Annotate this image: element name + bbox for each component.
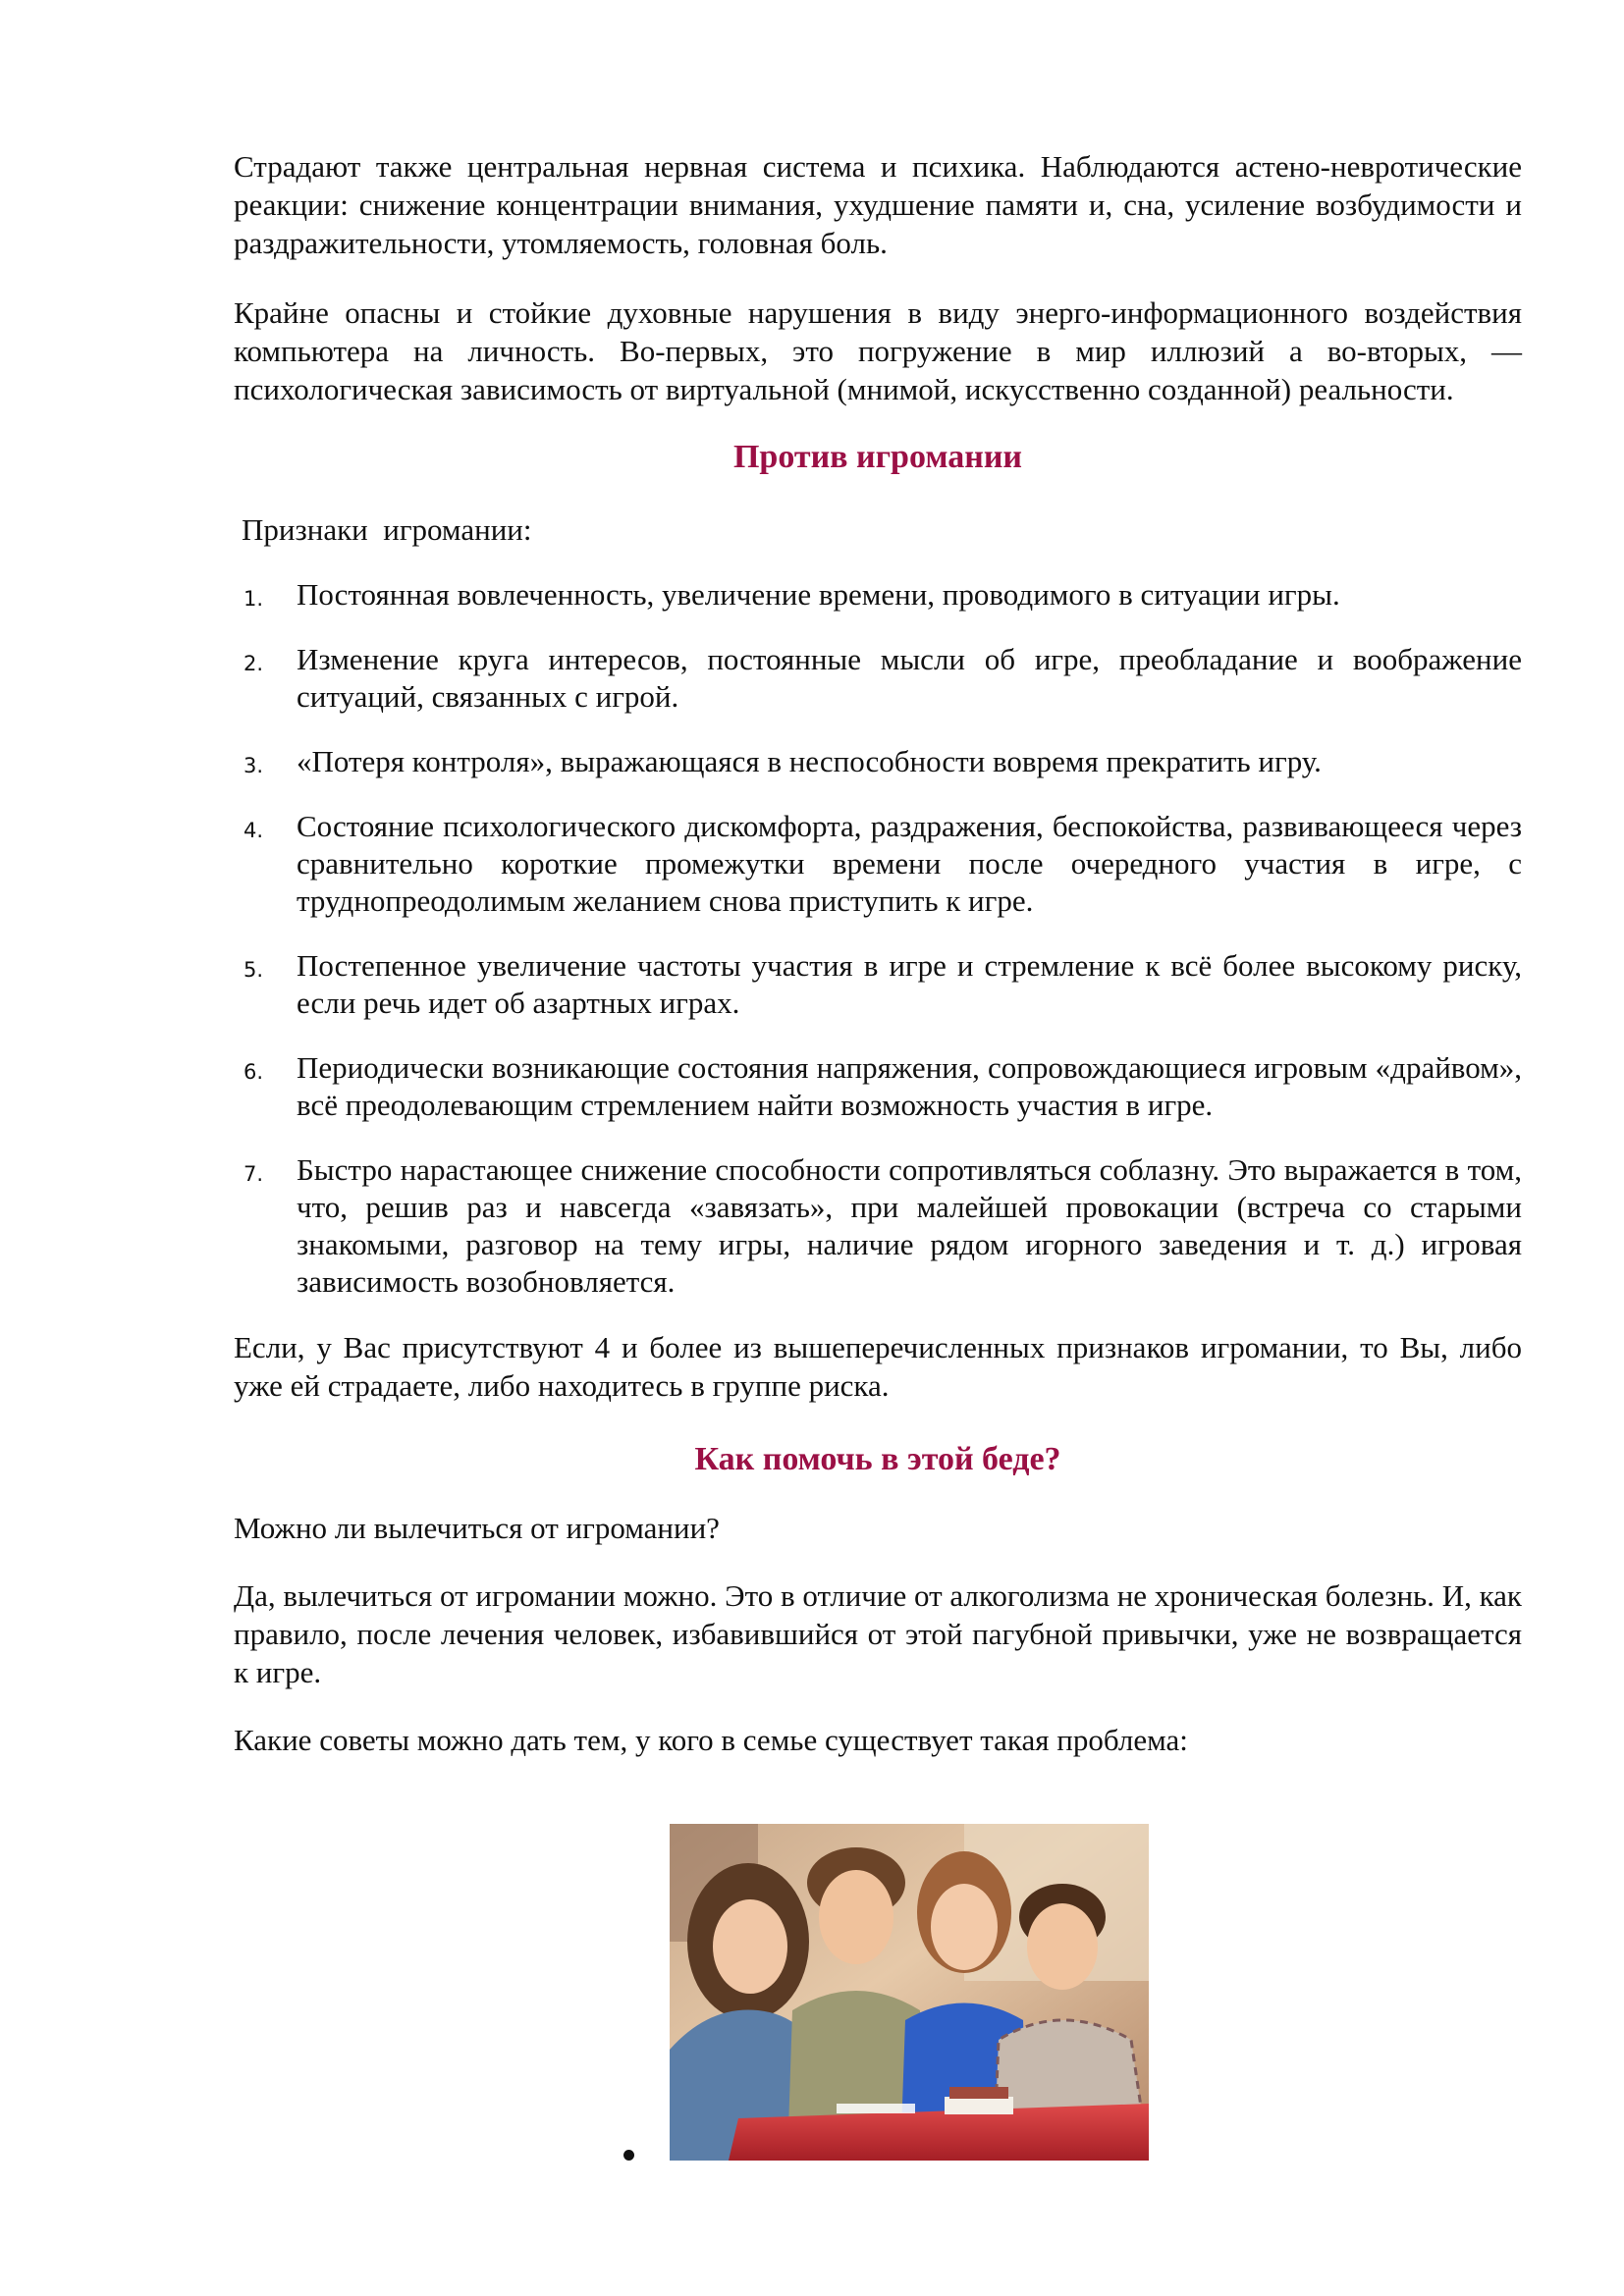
list-item [234,641,1522,716]
question-paragraph: Можно ли вылечиться от игромании? [234,1511,720,1545]
list-item [234,743,1522,780]
list-item [234,576,1522,614]
intro-paragraph-2: Крайне опасны и стойкие духовные нарушения в виду энерго-информационного воздействия компьютера на личность. Во-первых, это погружение в мир иллюзий а во-вторых, — психологическая зависимость от виртуальной (мнимой, искусственно созданной) реальности. [234,295,1522,406]
intro-paragraph-1: Страдают также центральная нервная система и психика. Наблюдаются астено-невротические реакции: снижение концентрации внимания, ухудшение памяти и, сна, усиление возбудимости и раздражительности, утомляемость, головная боль. [234,149,1522,260]
list-item-text: Изменение круга интересов, постоянные мысли об игре, преобладание и воображение ситуаций, связанных с игрой. [297,642,1522,714]
list-item-number: 2. [244,652,264,675]
list-item [234,1151,1522,1301]
section-title-against-gaming: Против игромании [732,439,1023,475]
list-item [234,808,1522,920]
list-bullet [623,2150,634,2161]
teenagers-photo [670,1824,1149,2161]
list-item [234,1049,1522,1124]
list-item-number: 4. [244,819,264,842]
list-item-number: 6. [244,1060,264,1084]
list-item-text: Быстро нарастающее снижение способности сопротивляться соблазну. Это выражается в том, что, решив раз и навсегда «завязать», при малейшей провокации (встреча со старыми знакомыми, разговор на тему игры, наличие рядом игорного заведения и т. д.) игровая зависимость возобновляется. [297,1152,1522,1299]
list-item-text: Периодически возникающие состояния напряжения, сопровождающиеся игровым «драйвом», всё преодолевающим стремлением найти возможность участия в игре. [297,1050,1522,1122]
answer-paragraph: Да, вылечиться от игромании можно. Это в отличие от алкоголизма не хроническая болезнь. И, как правило, после лечения человек, избавившийся от этой пагубной привычки, уже не возвращается к игре. [234,1578,1522,1689]
signs-list [234,576,1522,1301]
list-item-number: 5. [244,958,264,982]
list-item-text: Постоянная вовлеченность, увеличение времени, проводимого в ситуации игры. [297,577,1340,612]
list-item-text: Состояние психологического дискомфорта, раздражения, беспокойства, развивающееся через сравнительно короткие промежутки времени после очередного участия в игре, с труднопреодолимым желанием снова приступить к игре. [297,809,1522,918]
list-item-text: Постепенное увеличение частоты участия в игре и стремление к всё более высокому риску, если речь идет об азартных играх. [297,948,1522,1020]
list-item-number: 1. [244,587,264,611]
signs-lead: Признаки игромании: [242,512,532,547]
list-item-text: «Потеря контроля», выражающаяся в неспособности вовремя прекратить игру. [297,744,1322,778]
list-item-number: 3. [244,754,264,777]
document-page [234,147,1522,1759]
list-item [234,947,1522,1022]
advice-paragraph: Какие советы можно дать тем, у кого в семье существует такая проблема: [234,1723,1188,1757]
list-item-number: 7. [244,1162,264,1186]
section-title-how-to-help: Как помочь в этой беде? [694,1441,1061,1477]
signs-conclusion: Если, у Вас присутствуют 4 и более из вышеперечисленных признаков игромании, то Вы, либо уже ей страдаете, либо находитесь в группе риска. [234,1330,1522,1403]
